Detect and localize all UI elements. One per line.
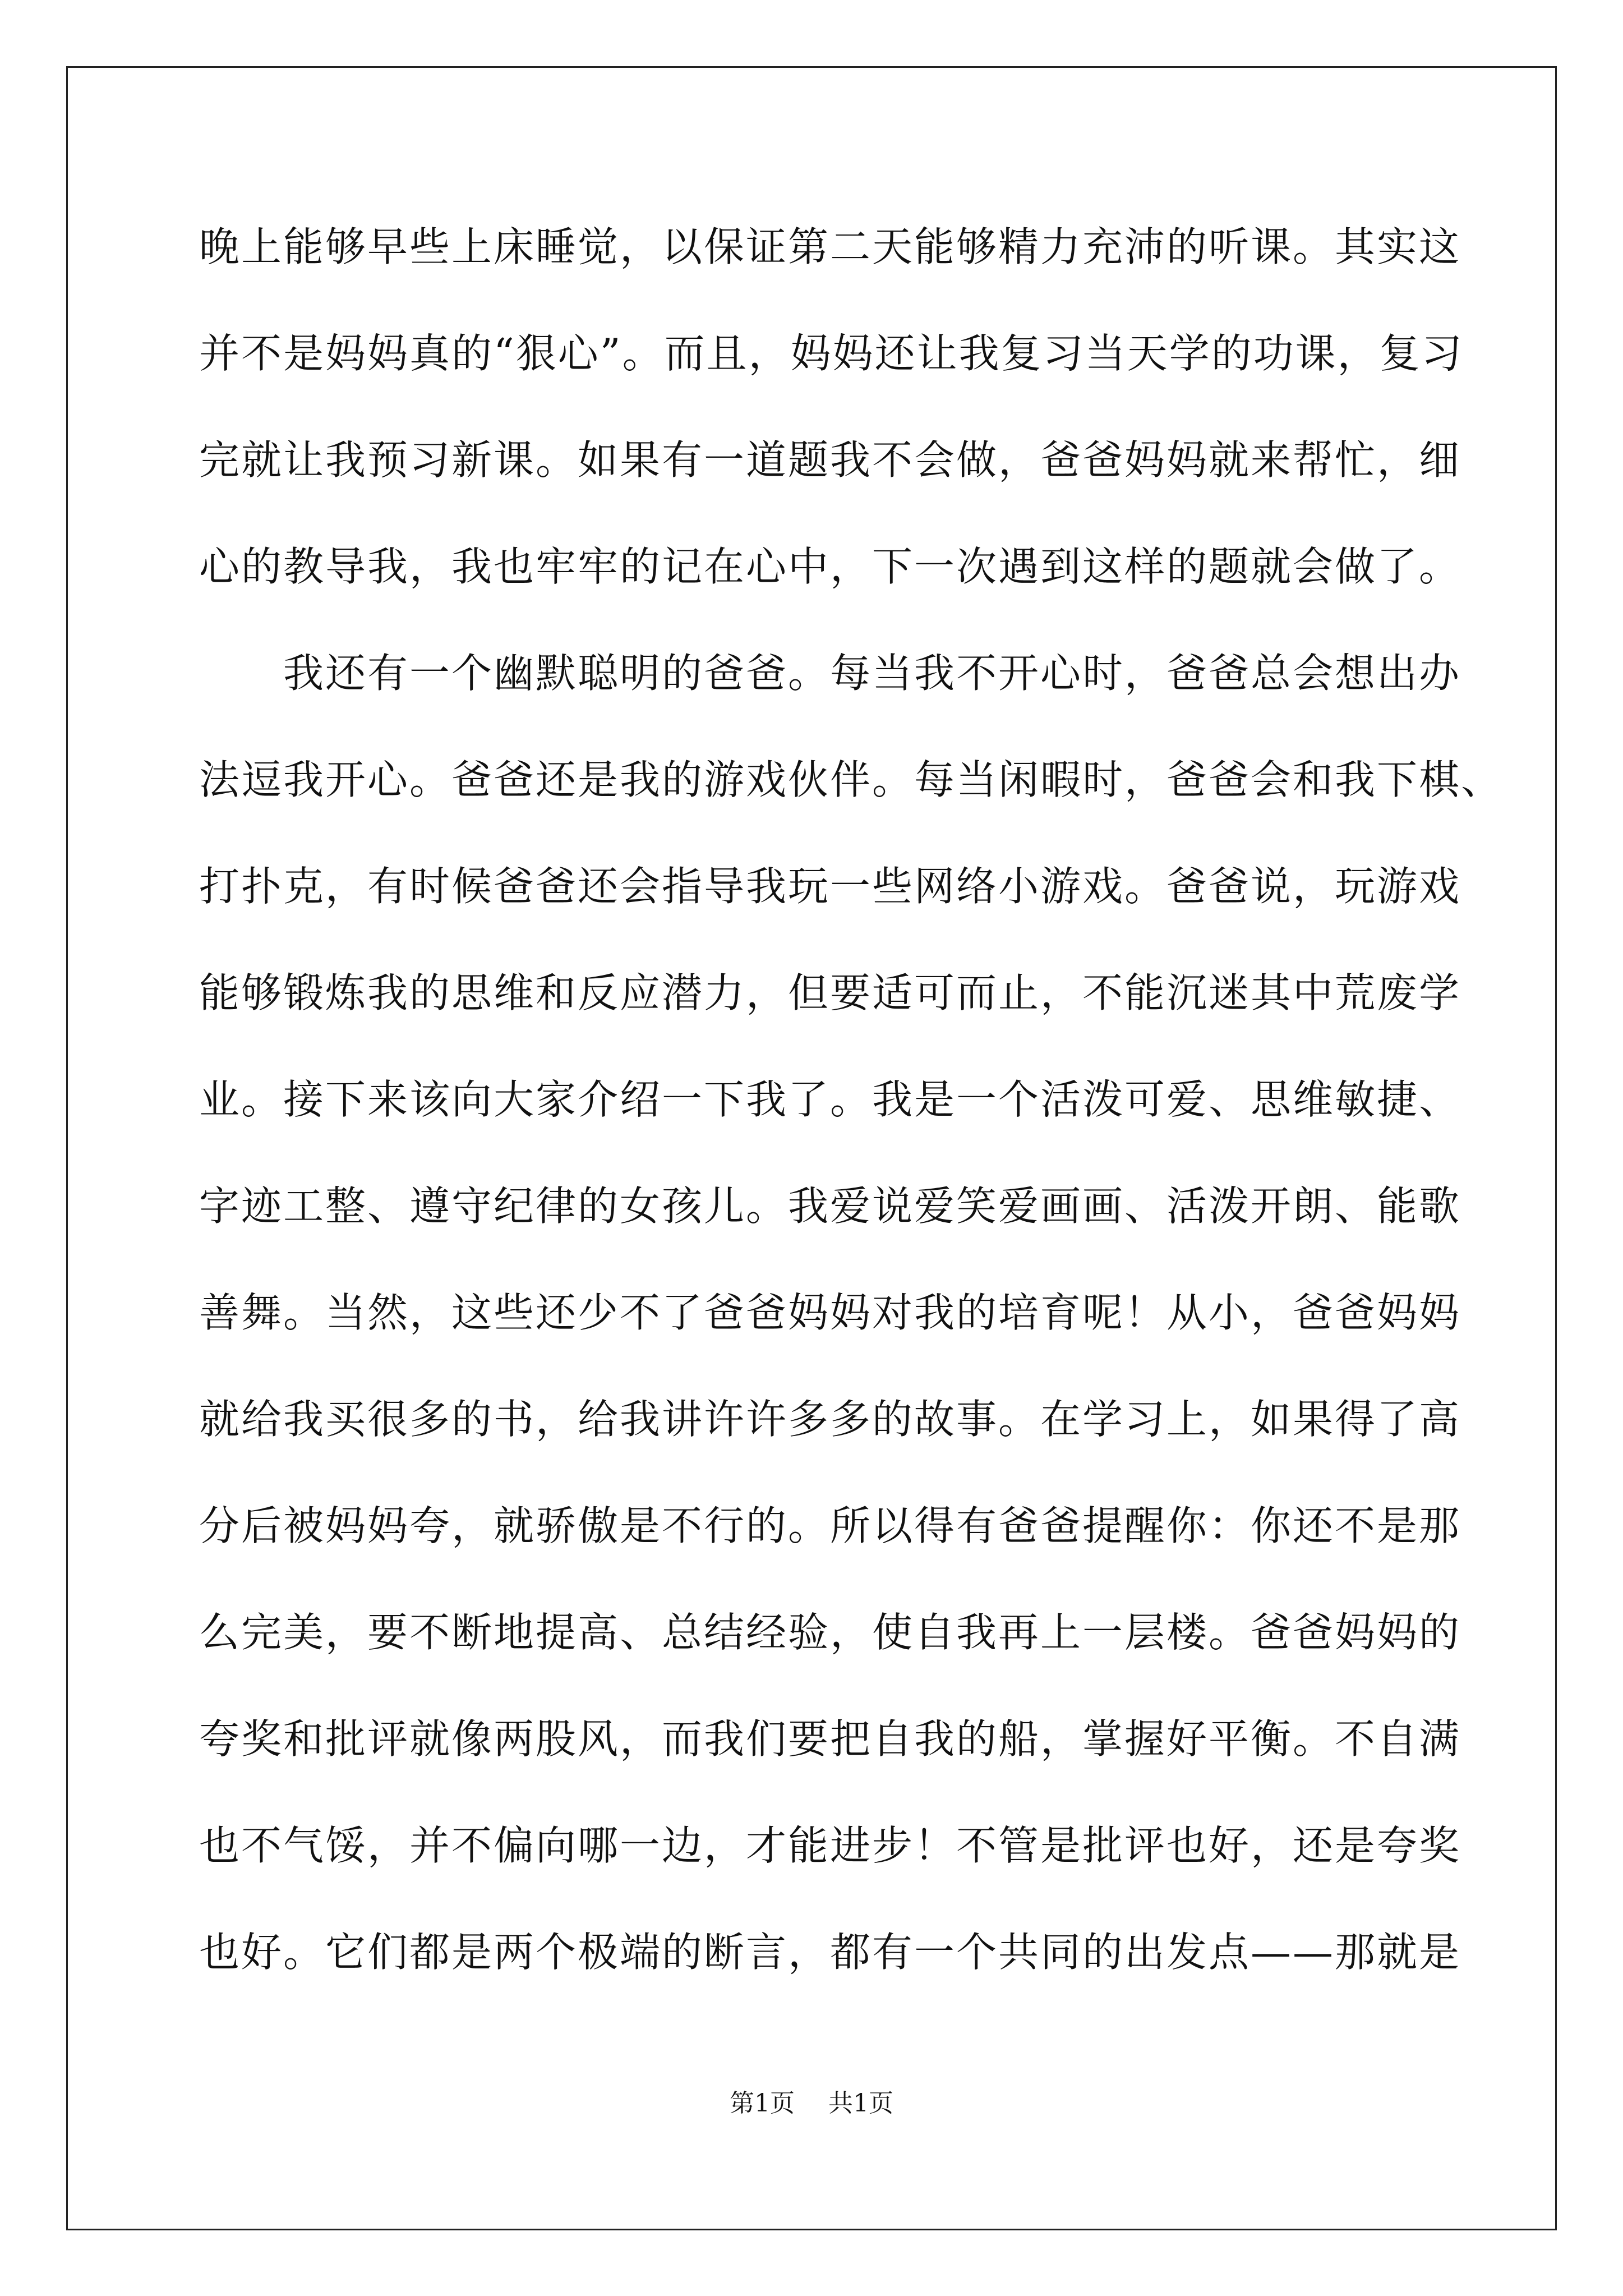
- text-line: 么完美，要不断地提高、总结经验，使自我再上一层楼。爸爸妈妈的: [199, 1609, 1461, 1656]
- text-line: 完就让我预习新课。如果有一道题我不会做，爸爸妈妈就来帮忙，细: [199, 436, 1461, 484]
- page-footer: [0, 2088, 1623, 2119]
- page-number-current: 第1页: [730, 2089, 795, 2118]
- text-line: 晚上能够早些上床睡觉，以保证第二天能够精力充沛的听课。其实这: [199, 223, 1461, 270]
- text-line: 能够锻炼我的思维和反应潜力，但要适可而止，不能沉迷其中荒废学: [199, 969, 1461, 1016]
- text-line: 夸奖和批评就像两股风，而我们要把自我的船，掌握好平衡。不自满: [199, 1715, 1461, 1763]
- text-line: 字迹工整、遵守纪律的女孩儿。我爱说爱笑爱画画、活泼开朗、能歌: [199, 1182, 1461, 1230]
- text-line: 善舞。当然，这些还少不了爸爸妈妈对我的培育呢！从小，爸爸妈妈: [199, 1289, 1461, 1336]
- text-line: 打扑克，有时候爸爸还会指导我玩一些网络小游戏。爸爸说，玩游戏: [199, 863, 1461, 910]
- text-line: 法逗我开心。爸爸还是我的游戏伙伴。每当闲暇时，爸爸会和我下棋、: [199, 756, 1504, 803]
- text-line: 业。接下来该向大家介绍一下我了。我是一个活泼可爱、思维敏捷、: [199, 1076, 1461, 1123]
- text-line: 并不是妈妈真的“狠心”。而且，妈妈还让我复习当天学的功课，复习: [199, 330, 1464, 377]
- text-line: 也不气馁，并不偏向哪一边，才能进步！不管是批评也好，还是夸奖: [199, 1822, 1461, 1869]
- text-line: 我还有一个幽默聪明的爸爸。每当我不开心时，爸爸总会想出办: [199, 650, 1461, 697]
- text-line: 心的教导我，我也牢牢的记在心中，下一次遇到这样的题就会做了。: [199, 543, 1461, 590]
- text-line: 也好。它们都是两个极端的断言，都有一个共同的出发点——那就是: [199, 1929, 1461, 1976]
- text-line: 就给我买很多的书，给我讲许许多多的故事。在学习上，如果得了高: [199, 1396, 1461, 1443]
- body-text: [199, 223, 1504, 2036]
- page-number-total: 共1页: [828, 2089, 893, 2118]
- text-line: 分后被妈妈夸，就骄傲是不行的。所以得有爸爸提醒你：你还不是那: [199, 1502, 1461, 1549]
